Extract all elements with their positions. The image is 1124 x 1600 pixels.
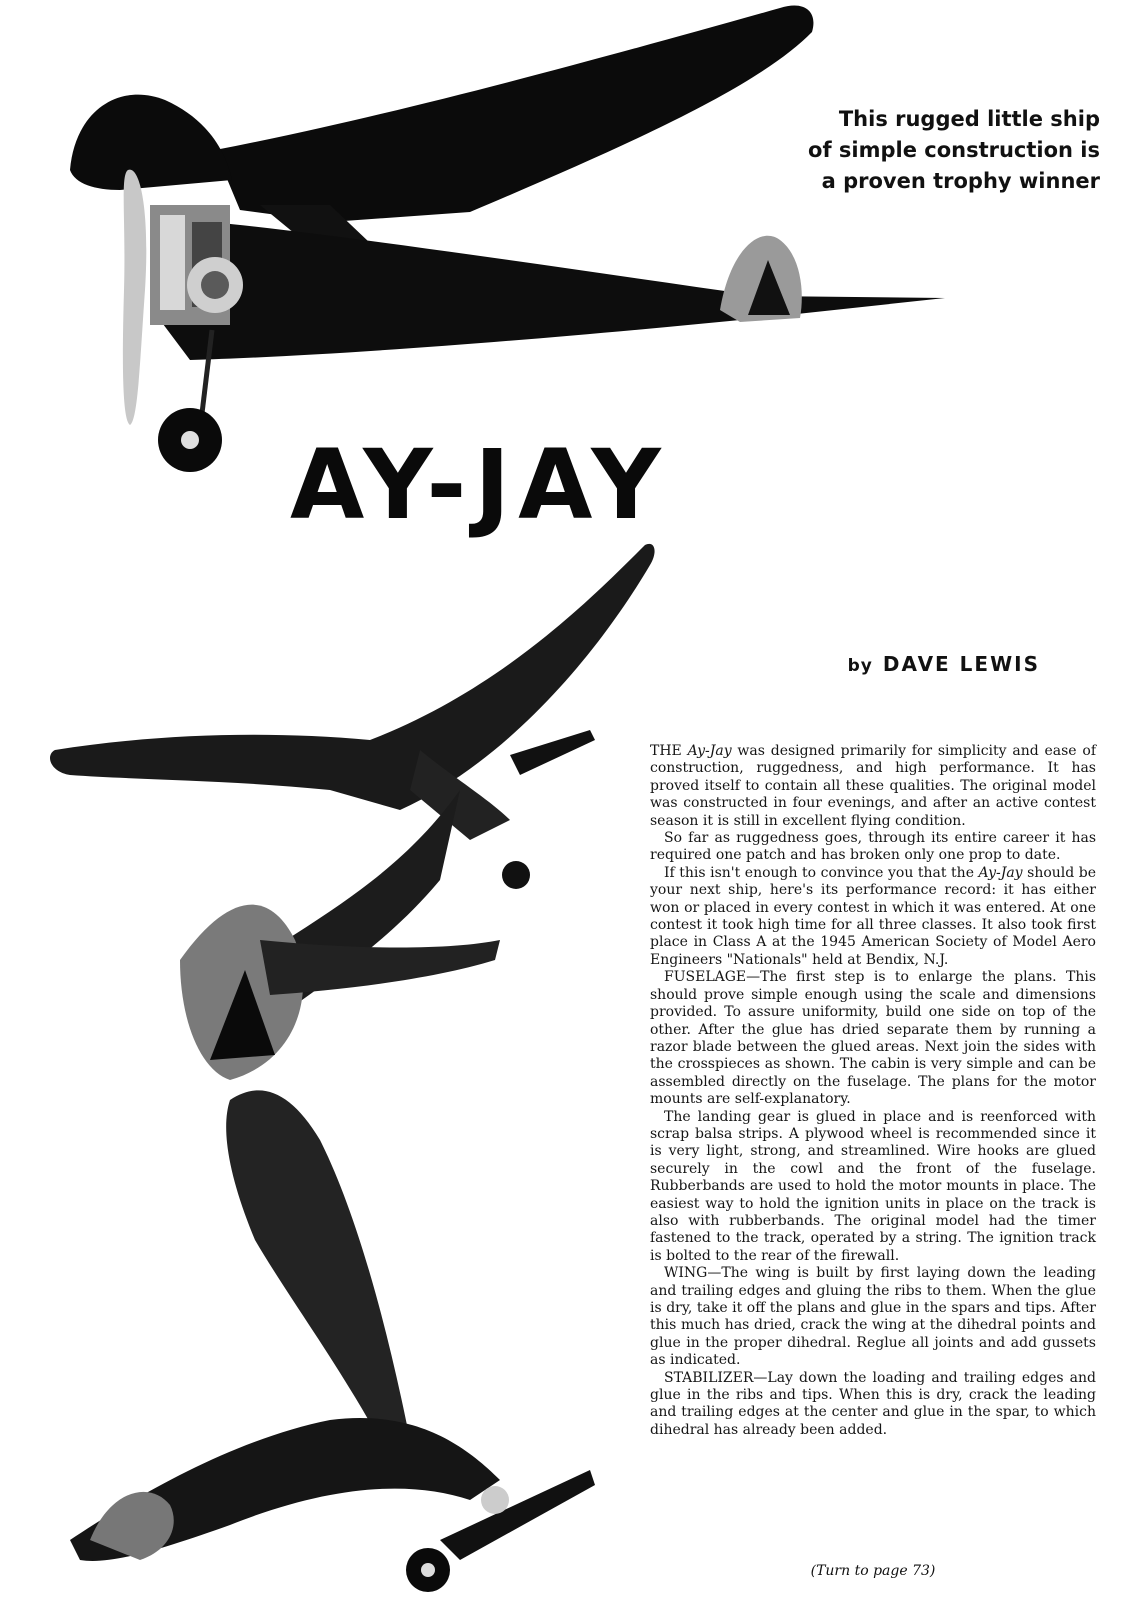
tagline-line: of simple construction is bbox=[808, 138, 1100, 162]
airplane-fuselage bbox=[160, 218, 945, 360]
continuation-note: (Turn to page 73) bbox=[810, 1563, 936, 1579]
airplane-propeller bbox=[123, 170, 146, 425]
article-emphasis: Ay-Jay bbox=[978, 864, 1023, 881]
airplane-propeller bbox=[510, 730, 595, 775]
article-paragraph: So far as ruggedness goes, through its entire career it has required one patch and has broken only one prop to date. bbox=[650, 830, 1096, 864]
airplane-wing bbox=[226, 1090, 410, 1460]
airplane-wing bbox=[215, 5, 813, 222]
airplane-wheel bbox=[502, 861, 530, 889]
article-paragraph: The landing gear is glued in place and is reenforced with scrap balsa strips. A plywood wheel is recommended since it is very light, strong, and streamlined. Wire hooks are glued securely in the cowl and the front of the fuselage. Rubberbands are used to hold the motor mounts in place. The easiest way to hold the ignition units in place on the track is also with rubberbands. The original model had the timer fastened to the track, operated by a string. The ignition track is bolted to the rear of the firewall. bbox=[650, 1108, 1096, 1264]
airplane-flight-photo bbox=[30, 540, 660, 1600]
article-paragraph: STABILIZER—Lay down the loading and trailing edges and glue in the ribs and tips. When this is dry, crack the leading and trailing edges at the center and glue in the spar, to which dihedral has already been added. bbox=[650, 1369, 1096, 1438]
article-paragraph bbox=[650, 743, 1096, 830]
article-paragraph: FUSELAGE—The first step is to enlarge the plans. This should prove simple enough using the scale and dimensions provided. To assure uniformity, build one side on top of the other. After the glue has dried separate them by running a razor blade between the glued areas. Next join the sides with the crosspieces as shown. The cabin is very simple and can be assembled directly on the fuselage. The plans for the motor mounts are self-explanatory. bbox=[650, 969, 1096, 1108]
article-emphasis: Ay-Jay bbox=[687, 743, 732, 759]
tagline bbox=[780, 104, 1100, 197]
article-text: If this isn't enough to convince you that the bbox=[664, 864, 979, 881]
tagline-line: a proven trophy winner bbox=[821, 169, 1100, 193]
airplane-wing bbox=[50, 544, 655, 810]
page-title: AY-JAY bbox=[290, 429, 669, 541]
airplane-rudder bbox=[70, 95, 232, 190]
article-body bbox=[650, 743, 1096, 1439]
article-paragraph bbox=[650, 865, 1096, 969]
byline-author: DAVE LEWIS bbox=[882, 652, 1040, 676]
byline bbox=[800, 652, 1040, 676]
airplane-side-photo bbox=[0, 0, 1124, 500]
article-dropcap: THE bbox=[650, 743, 688, 759]
article-text: should be your next ship, here's its performance record: it has either won or placed in every contest in which it was entered. At one contest it took high time for all three classes. It also took first place in Class A at the 1945 American Society of Model Aero Engineers "Nationals" held at Bendix, N.J. bbox=[650, 864, 1097, 968]
tagline-line: This rugged little ship bbox=[838, 107, 1100, 131]
article-text: was designed primarily for simplicity and ease of construction, ruggedness, and high performance. It has proved itself to contain all these qualities. The original model was constructed in four evenings, and after an active contest season it is still in excellent flying condition. bbox=[650, 743, 1096, 829]
byline-prefix: by bbox=[847, 656, 873, 676]
article-paragraph: WING—The wing is built by first laying down the leading and trailing edges and gluing the ribs to them. When the glue is dry, take it off the plans and glue in the spars and tips. After this much has dried, crack the wing at the dihedral points and glue in the proper dihedral. Reglue all joints and add gussets as indicated. bbox=[650, 1265, 1096, 1369]
